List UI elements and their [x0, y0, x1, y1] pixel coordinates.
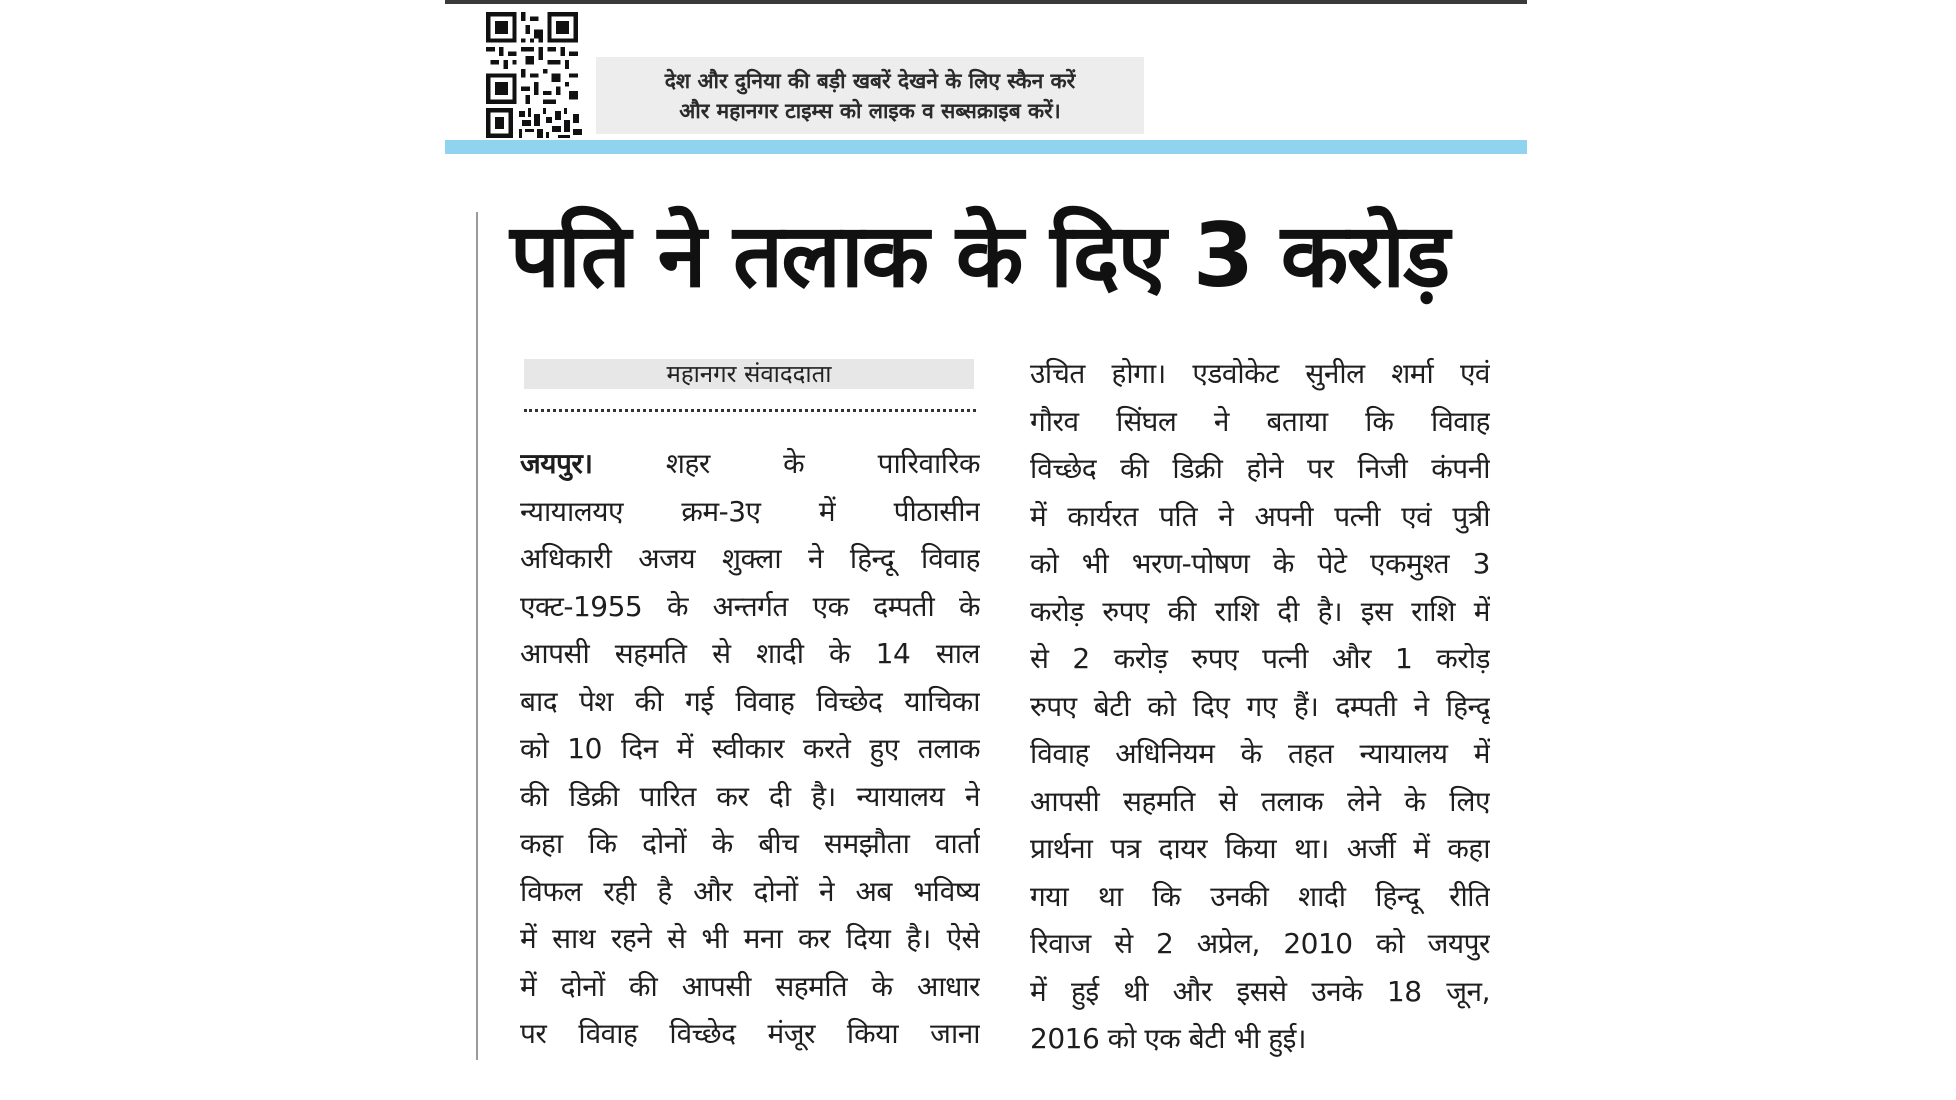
page-top-rule — [445, 0, 1527, 4]
article-left-rule — [476, 212, 478, 1060]
article-column-left — [520, 440, 980, 1058]
byline-dotted-divider — [524, 409, 976, 412]
scan-promo-line-1: देश और दुनिया की बड़ी खबरें देखने के लिए स्कैन करें — [664, 68, 1076, 93]
text-line: प्रार्थना पत्र दायर किया था। अर्जी में कहा — [1030, 832, 1490, 865]
text-line: में कार्यरत पति ने अपनी पत्नी एवं पुत्री — [1030, 499, 1490, 533]
text-line: एक्ट-1955 के अन्तर्गत एक दम्पती के — [520, 589, 980, 623]
text-line: की डिक्री पारित कर दी है। न्यायालय ने — [520, 779, 980, 813]
text-line: में साथ रहने से भी मना कर दिया है। ऐसे — [520, 922, 980, 955]
text-line: को भी भरण-पोषण के पेटे एकमुश्त 3 — [1030, 547, 1490, 580]
text-line: गौरव सिंघल ने बताया कि विवाह — [1030, 404, 1490, 438]
text-line: विवाह अधिनियम के तहत न्यायालय में — [1030, 737, 1490, 770]
text-line: करोड़ रुपए की राशि दी है। इस राशि में — [1030, 594, 1490, 628]
text-line: कहा कि दोनों के बीच समझौता वार्ता — [520, 827, 980, 860]
text-line: आपसी सहमति से शादी के 14 साल — [520, 637, 980, 670]
article-byline: महानगर संवाददाता — [524, 359, 974, 389]
text-line: 2016 को एक बेटी भी हुई। — [1030, 1022, 1307, 1055]
article-column-right — [1030, 350, 1490, 1063]
text-line: अधिकारी अजय शुक्ला ने हिन्दू विवाह — [520, 542, 980, 575]
article-dateline: जयपुर। — [520, 447, 593, 480]
text-line: न्यायालयए क्रम-3ए में पीठासीन — [520, 494, 980, 528]
text-line-content: शहर के पारिवारिक — [665, 447, 980, 480]
scan-promo-box — [596, 57, 1144, 134]
text-line: रुपए बेटी को दिए गए हैं। दम्पती ने हिन्दू — [1030, 689, 1490, 723]
text-line: आपसी सहमति से तलाक लेने के लिए — [1030, 784, 1490, 818]
barcode-icon — [486, 108, 582, 138]
text-line: से 2 करोड़ रुपए पत्नी और 1 करोड़ — [1030, 642, 1490, 675]
text-line — [520, 440, 980, 488]
text-line: बाद पेश की गई विवाह विच्छेद याचिका — [520, 684, 980, 718]
text-line: रिवाज से 2 अप्रेल, 2010 को जयपुर — [1030, 927, 1490, 960]
text-line: को 10 दिन में स्वीकार करते हुए तलाक — [520, 732, 980, 765]
text-line: विफल रही है और दोनों ने अब भविष्य — [520, 874, 980, 908]
header-blue-band — [445, 140, 1527, 154]
text-line: में दोनों की आपसी सहमति के आधार — [520, 969, 980, 1003]
qr-code-icon — [486, 12, 578, 104]
text-line: विच्छेद की डिक्री होने पर निजी कंपनी — [1030, 452, 1490, 485]
article-headline: पति ने तलाक के दिए 3 करोड़ — [510, 204, 1449, 307]
text-line: में हुई थी और इससे उनके 18 जून, — [1030, 974, 1490, 1008]
scan-promo-line-2: और महानगर टाइम्स को लाइक व सब्सक्राइब करें। — [679, 98, 1061, 123]
text-line: उचित होगा। एडवोकेट सुनील शर्मा एवं — [1030, 357, 1490, 390]
text-line: पर विवाह विच्छेद मंजूर किया जाना — [520, 1017, 980, 1050]
text-line: गया था कि उनकी शादी हिन्दू रीति — [1030, 879, 1490, 913]
